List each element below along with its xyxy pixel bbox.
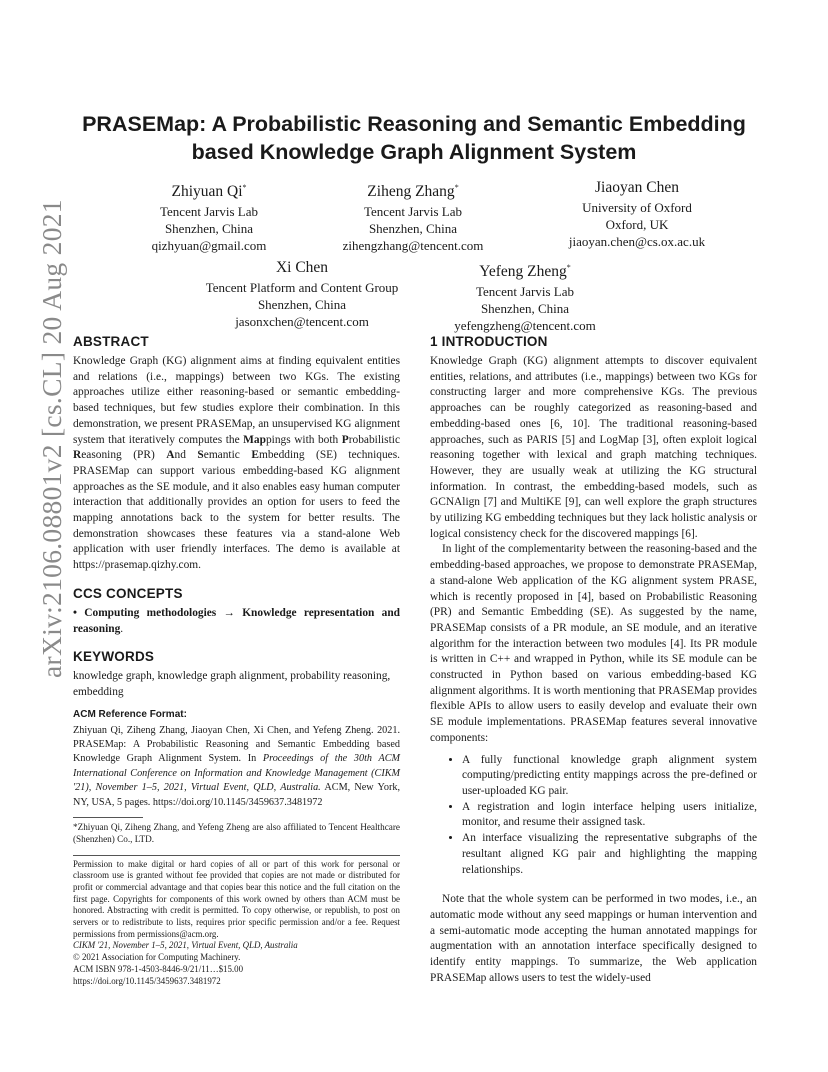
author-location: Shenzhen, China xyxy=(480,301,570,317)
author-affiliation: Tencent Jarvis Lab xyxy=(476,284,574,300)
author-name: Yefeng Zheng xyxy=(479,263,567,281)
author-block xyxy=(522,178,752,250)
copyright-line: © 2021 Association for Computing Machinery. xyxy=(73,952,241,963)
author-name: Xi Chen xyxy=(275,259,329,276)
abstract-heading: ABSTRACT xyxy=(73,334,149,349)
list-item: • A registration and login interface helping users initialize, monitor, and resume their assigned task. xyxy=(462,800,757,831)
intro-paragraph-2: In light of the complementarity between the reasoning-based and the embedding-based approaches, we propose to demonstrate PRASEMap, a stand-alone Web application of the KG alignment system PRASE, which is recently proposed in [4], based on Probabilistic Reasoning (PR) and Semantic Embedding (SE). As suggested by the name, PRASEMap consists of a PR module, an SE module, and an iterative algorithm for the interaction between two modules [4]. Its PR module is written in C++ and wrapped in Python, while its SE module can be constructed in Python based on various embedding-based KG alignment algorithms. It is worth mentioning that PRASEMap provides flexible APIs to allow users to easily develop and evaluate their own SE module implementations. PRASEMap features several innovative components: xyxy=(430,543,757,744)
list-item: • An interface visualizing the representative subgraphs of the resultant aligned KG pair and highlighting the mapping relationships. xyxy=(462,831,757,878)
author-mark: * xyxy=(566,263,571,272)
ccs-text: • Computing methodologies → Knowledge representation and reasoning. xyxy=(73,606,400,635)
abstract-text: Knowledge Graph (KG) alignment aims at finding equivalent entities and relations (i.e., mappings) between two KGs. The existing approaches utilize either reasoning-based or semantic embedding-based techniques, but few studies explore their combination. In this demonstration, we present PRASEMap, an unsupervised KG alignment system that iteratively computes the Mappings with both Probabilistic Reasoning (PR) And Semantic Embedding (SE) techniques. PRASEMap can support various embedding-based KG alignment approaches as the SE module, and it also enables easy human computer interaction that additionally provides an option for users to feed the mapping annotations back to the system for better results. The demonstration showcases these features via a stand-alone Web application with user friendly interfaces. The demo is available at https://prasemap.qizhy.com. xyxy=(73,355,400,572)
acm-reference-heading: ACM Reference Format: xyxy=(73,708,187,720)
title-line-1: PRASEMap: A Probabilistic Reasoning and Semantic Embedding xyxy=(82,112,746,136)
author-location: Shenzhen, China xyxy=(368,221,458,237)
footnote: *Zhiyuan Qi, Ziheng Zhang, and Yefeng Zheng are also affiliated to Tencent Healthcare (Shenzhen) Co., LTD. xyxy=(73,822,400,845)
author-location: Shenzhen, China xyxy=(257,297,347,312)
author-affiliation: Tencent Jarvis Lab xyxy=(160,204,258,220)
footnote-rule xyxy=(73,817,143,818)
keywords-heading: KEYWORDS xyxy=(73,649,155,665)
intro-paragraph-1: Knowledge Graph (KG) alignment attempts to discover equivalent entities, relations, and attributes (i.e., mappings) between two KGs for constructing larger and more comprehensive KGs. The previous approaches can be roughly categorized as reasoning-based and embedding-based ones [6, 10]. The traditional reasoning-based approaches, such as PARIS [5] and LogMap [3], often exploit logical reasoning together with lexical and graph matching techniques. However, they are usually weak at utilizing the KG structural information. In contrast, the embedding-based models, such as GCNAlign [7] and MultiKE [9], can well explore the graph structures by utilizing KG embedding techniques but they lack holistic analysis or logical consistency check for the discovered mappings [6]. xyxy=(430,355,757,540)
author-block xyxy=(94,178,324,254)
author-email: yefengzheng@tencent.com xyxy=(454,318,596,334)
author-block xyxy=(187,258,417,330)
author-email: jiaoyan.chen@cs.ox.ac.uk xyxy=(568,234,706,249)
author-affiliation: Tencent Platform and Content Group xyxy=(205,280,399,295)
author-mark: * xyxy=(242,183,247,192)
author-block xyxy=(410,258,640,334)
author-name: Ziheng Zhang xyxy=(367,183,455,201)
acm-reference-text: Zhiyuan Qi, Ziheng Zhang, Jiaoyan Chen, Xi Chen, and Yefeng Zheng. 2021. PRASEMap: A Probabilistic Reasoning and Semantic Embedding based Knowledge Graph Alignment System. In Proceedings of the 30th ACM International Conference on Information and Knowledge Management (CIKM '21), November 1–5, 2021, Virtual Event, QLD, Australia. ACM, New York, NY, USA, 5 pages. https://doi.org/10.1145/3459637.3481972 xyxy=(73,724,400,808)
author-email: qizhyuan@gmail.com xyxy=(151,238,267,254)
keywords-text: knowledge graph, knowledge graph alignment, probability reasoning, embedding xyxy=(73,670,391,698)
author-email: zihengzhang@tencent.com xyxy=(342,238,484,254)
paper-title xyxy=(60,110,768,166)
author-mark: * xyxy=(454,183,459,192)
permission-block xyxy=(73,859,400,988)
title-line-2: based Knowledge Graph Alignment System xyxy=(191,140,637,164)
arxiv-identifier: arXiv:2106.08801v2 [cs.CL] 20 Aug 2021 xyxy=(36,199,67,678)
feature-list xyxy=(430,753,757,879)
author-location: Shenzhen, China xyxy=(164,221,254,237)
conference-line: CIKM '21, November 1–5, 2021, Virtual Event, QLD, Australia xyxy=(73,940,298,951)
author-email: jasonxchen@tencent.com xyxy=(235,314,369,329)
permission-rule xyxy=(73,855,400,856)
author-name: Zhiyuan Qi xyxy=(171,183,243,201)
author-location: Oxford, UK xyxy=(605,217,669,232)
permission-text: Permission to make digital or hard copies of all or part of this work for personal or classroom use is granted without fee provided that copies are not made or distributed for profit or commercial advantage and that copies bear this notice and the full citation on the first page. Copyrights for components of this work owned by others than ACM must be honored. Abstracting with credit is permitted. To copy otherwise, or republish, to post on servers or to redistribute to lists, requires prior specific permission and/or a fee. Request permissions from permissions@acm.org. xyxy=(73,858,400,939)
isbn-line: ACM ISBN 978-1-4503-8446-9/21/11…$15.00 xyxy=(73,963,244,974)
intro-paragraph-3: Note that the whole system can be performed in two modes, i.e., an automatic mode without any seed mappings or human intervention and a semi-automatic mode accepting the human annotated mappings for augmentation with an annotation interface specifically designed to identify entity mappings. To summarize, the Web application PRASEMap allows users to test the widely-used xyxy=(430,893,757,984)
author-affiliation: Tencent Jarvis Lab xyxy=(364,204,462,220)
list-item: • A fully functional knowledge graph alignment system computing/predicting entity mappings across the pre-defined or user-uploaded KG pair. xyxy=(462,753,757,800)
author-affiliation: University of Oxford xyxy=(582,200,692,215)
doi-line: https://doi.org/10.1145/3459637.3481972 xyxy=(73,975,221,986)
introduction-heading: 1 INTRODUCTION xyxy=(430,334,548,349)
author-block xyxy=(298,178,528,254)
ccs-heading: CCS CONCEPTS xyxy=(73,585,183,601)
left-column xyxy=(73,333,400,987)
author-name: Jiaoyan Chen xyxy=(595,179,679,196)
right-column xyxy=(430,333,757,986)
